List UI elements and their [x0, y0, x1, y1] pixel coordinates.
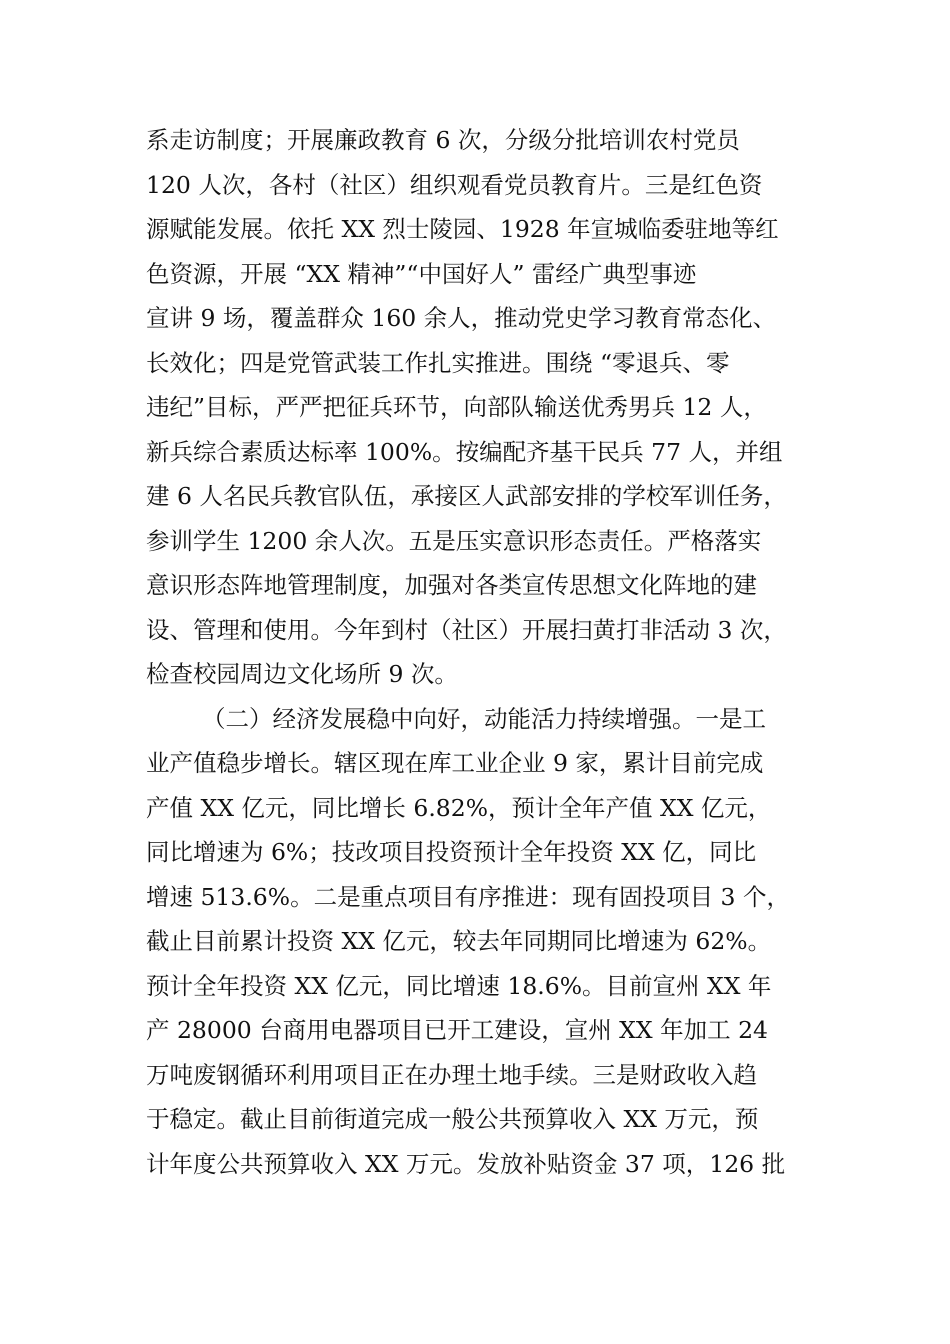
text-line-5: 宣讲 9 场，覆盖群众 160 余人，推动党史学习教育常态化、: [146, 304, 777, 332]
text-line-17: 同比增速为 6%；技改项目投资预计全年投资 XX 亿，同比: [146, 838, 757, 866]
section-heading-line: （二）经济发展稳中向好，动能活力持续增强。一是工: [202, 704, 766, 733]
text-line-4: 色资源，开展 “XX 精神”“中国好人” 雷经广典型事迹: [146, 259, 697, 288]
text-line-7: 违纪”目标，严严把征兵环节，向部队输送优秀男兵 12 人，: [146, 393, 767, 421]
text-line-23: 于稳定。截止目前街道完成一般公共预算收入 XX 万元，预: [146, 1105, 759, 1133]
text-line-16: 产值 XX 亿元，同比增长 6.82%，预计全年产值 XX 亿元，: [146, 793, 772, 822]
text-line-1: 系走访制度；开展廉政教育 6 次，分级分批培训农村党员: [146, 126, 740, 154]
text-line-8: 新兵综合素质达标率 100%。按编配齐基干民兵 77 人，并组: [146, 437, 783, 466]
text-line-3: 源赋能发展。依托 XX 烈士陵园、1928 年宣城临委驻地等红: [146, 215, 779, 243]
text-line-12: 设、管理和使用。今年到村（社区）开展扫黄打非活动 3 次，: [146, 615, 787, 644]
text-line-15: 业产值稳步增长。辖区现在库工业企业 9 家，累计目前完成: [146, 749, 764, 777]
text-line-21: 产 28000 台商用电器项目已开工建设，宣州 XX 年加工 24: [146, 1016, 768, 1044]
document-body: [146, 118, 826, 1186]
text-line-6: 长效化；四是党管武装工作扎实推进。围绕 “零退兵、零: [146, 348, 730, 377]
text-line-11: 意识形态阵地管理制度，加强对各类宣传思想文化阵地的建: [146, 571, 757, 599]
text-line-19: 截止目前累计投资 XX 亿元，较去年同期同比增速为 62%。: [146, 927, 772, 955]
text-line-20: 预计全年投资 XX 亿元，同比增速 18.6%。目前宣州 XX 年: [146, 971, 772, 1000]
text-line-24: 计年度公共预算收入 XX 万元。发放补贴资金 37 项，126 批: [146, 1149, 786, 1178]
text-line-22: 万吨废钢循环利用项目正在办理土地手续。三是财政收入趋: [146, 1060, 757, 1089]
text-line-2: 120 人次，各村（社区）组织观看党员教育片。三是红色资: [146, 170, 763, 199]
text-line-13: 检查校园周边文化场所 9 次。: [146, 660, 458, 688]
text-line-9: 建 6 人名民兵教官队伍，承接区人武部安排的学校军训任务，: [146, 482, 787, 510]
text-line-10: 参训学生 1200 余人次。五是压实意识形态责任。严格落实: [146, 526, 762, 555]
text-line-18: 增速 513.6%。二是重点项目有序推进：现有固投项目 3 个，: [146, 882, 790, 911]
